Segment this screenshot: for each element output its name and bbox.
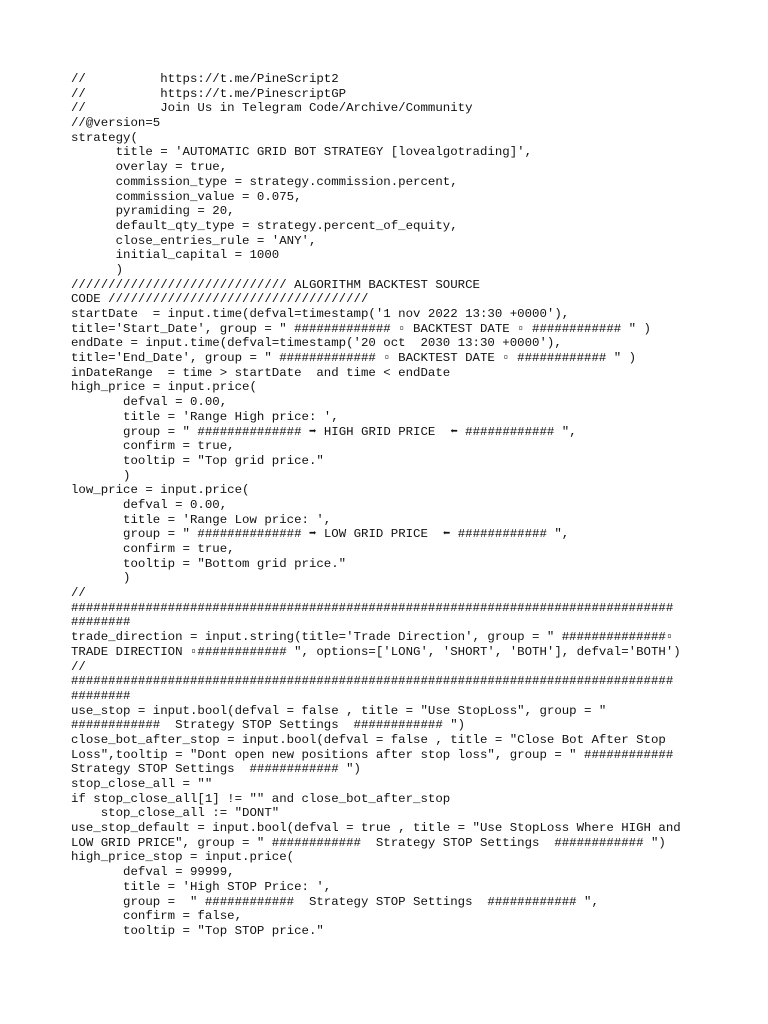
- code-line: group = " ############ Strategy STOP Settings ############ ",: [71, 894, 599, 909]
- code-line: defval = 99999,: [71, 865, 235, 880]
- code-line: high_price = input.price(: [71, 380, 257, 395]
- code-line: title = 'AUTOMATIC GRID BOT STRATEGY [lovealgotrading]',: [71, 145, 533, 160]
- code-line: defval = 0.00,: [71, 497, 228, 512]
- code-line: low_price = input.price(: [71, 483, 250, 498]
- code-line: confirm = false,: [71, 909, 243, 924]
- code-line: stop_close_all := "DONT": [71, 806, 280, 821]
- code-line: strategy(: [71, 130, 138, 145]
- code-line: tooltip = "Top STOP price.": [71, 923, 324, 938]
- code-line: group = " ############## ➡ HIGH GRID PRICE ⬅ ############ ",: [71, 424, 577, 439]
- code-line: Strategy STOP Settings ############ "): [71, 762, 361, 777]
- code-line: close_bot_after_stop = input.bool(defval = false , title = "Close Bot After Stop: [71, 732, 666, 747]
- code-line: ): [71, 262, 124, 277]
- code-line: use_stop = input.bool(defval = false , title = "Use StopLoss", group = ": [71, 703, 607, 718]
- code-line: use_stop_default = input.bool(defval = true , title = "Use StopLoss Where HIGH and: [71, 821, 681, 836]
- code-line: high_price_stop = input.price(: [71, 850, 295, 865]
- code-line: stop_close_all = "": [71, 777, 213, 791]
- code-line: close_entries_rule = 'ANY',: [71, 233, 317, 248]
- code-line: tooltip = "Bottom grid price.": [71, 556, 347, 571]
- code-line: ########: [71, 615, 131, 630]
- code-line: title = 'Range High price: ',: [71, 409, 339, 424]
- code-line: startDate = input.time(defval=timestamp('1 nov 2022 13:30 +0000'),: [71, 307, 570, 321]
- code-line: initial_capital = 1000: [71, 248, 280, 263]
- code-line: overlay = true,: [71, 160, 228, 175]
- code-line: endDate = input.time(defval=timestamp('20 oct 2030 13:30 +0000'),: [71, 336, 562, 351]
- code-line: ): [71, 468, 131, 483]
- code-line: //: [71, 659, 86, 674]
- code-line: ########: [71, 688, 131, 703]
- code-line: CODE ///////////////////////////////////: [71, 292, 369, 307]
- code-line: trade_direction = input.string(title='Trade Direction', group = " ##############▫: [71, 630, 674, 645]
- code-line: title='Start_Date', group = " ############# ▫ BACKTEST DATE ▫ ############ " ): [71, 321, 651, 336]
- code-line: //@version=5: [71, 116, 161, 131]
- code-line: pyramiding = 20,: [71, 204, 235, 219]
- code-line: commission_type = strategy.commission.percent,: [71, 174, 458, 189]
- code-line: title = 'High STOP Price: ',: [71, 879, 332, 894]
- code-line: confirm = true,: [71, 439, 235, 454]
- code-line: inDateRange = time > startDate and time < endDate: [71, 365, 451, 380]
- code-line: #################################################################################: [71, 674, 674, 689]
- code-line: // https://t.me/PineScript2: [71, 72, 339, 86]
- code-line: Loss",tooltip = "Dont open new positions after stop loss", group = " ############: [71, 747, 674, 762]
- code-line: confirm = true,: [71, 542, 235, 556]
- code-line: defval = 0.00,: [71, 395, 228, 410]
- code-line: LOW GRID PRICE", group = " ############ Strategy STOP Settings ############ "): [71, 835, 666, 850]
- code-line: title='End_Date', group = " ############# ▫ BACKTEST DATE ▫ ############ " ): [71, 351, 637, 366]
- code-line: group = " ############## ➡ LOW GRID PRICE ⬅ ############ ",: [71, 527, 570, 542]
- code-line: #################################################################################: [71, 600, 674, 615]
- code-line: ///////////////////////////// ALGORITHM BACKTEST SOURCE: [71, 277, 480, 292]
- code-line: // Join Us in Telegram Code/Archive/Community: [71, 101, 473, 116]
- code-line: ): [71, 571, 131, 586]
- code-line: tooltip = "Top grid price.": [71, 453, 324, 468]
- document-page: [71, 72, 701, 939]
- code-line: TRADE DIRECTION ▫############ ", options=['LONG', 'SHORT', 'BOTH'], defval='BOTH'): [71, 644, 681, 659]
- code-line: commission_value = 0.075,: [71, 189, 302, 204]
- code-line: if stop_close_all[1] != "" and close_bot_after_stop: [71, 791, 451, 806]
- code-line: //: [71, 586, 86, 601]
- code-line: // https://t.me/PinescriptGP: [71, 86, 347, 101]
- code-line: ############ Strategy STOP Settings ############ "): [71, 718, 466, 733]
- code-line: title = 'Range Low price: ',: [71, 512, 332, 527]
- code-line: default_qty_type = strategy.percent_of_equity,: [71, 218, 458, 233]
